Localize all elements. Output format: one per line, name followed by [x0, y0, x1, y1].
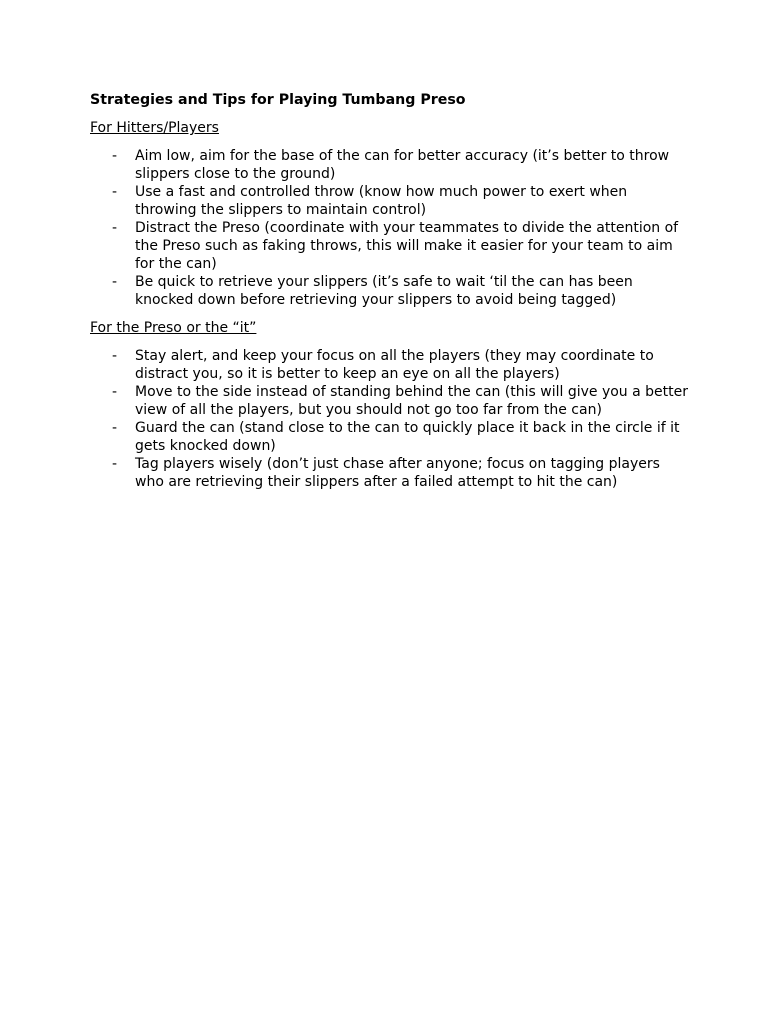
bullet-dash: - [112, 220, 118, 236]
list-item [90, 273, 690, 309]
list-item [90, 147, 690, 183]
section-heading: For Hitters/Players [90, 120, 219, 136]
bullet-dash: - [112, 274, 118, 290]
list-item-text: Use a fast and controlled throw (know how much power to exert when throwing the slippers to maintain control) [135, 184, 628, 218]
list-item-text: Guard the can (stand close to the can to quickly place it back in the circle if it gets knocked down) [135, 420, 680, 454]
list-item [90, 219, 690, 273]
list-item [90, 347, 690, 383]
list-item [90, 419, 690, 455]
list-item-text: Stay alert, and keep your focus on all the players (they may coordinate to distract you, so it is better to keep an eye on all the players) [135, 348, 654, 382]
bullet-dash: - [112, 384, 118, 400]
list-item-text: Distract the Preso (coordinate with your teammates to divide the attention of the Preso such as faking throws, this will make it easier for your team to aim for the can) [135, 220, 679, 272]
list-item [90, 183, 690, 219]
list-item [90, 455, 690, 491]
document-title: Strategies and Tips for Playing Tumbang Preso [90, 92, 466, 108]
list-item-text: Move to the side instead of standing behind the can (this will give you a better view of all the players, but you should not go too far from the can) [135, 384, 688, 418]
section-heading: For the Preso or the “it” [90, 320, 257, 336]
bullet-dash: - [112, 420, 118, 436]
list-item-text: Tag players wisely (don’t just chase after anyone; focus on tagging players who are retrieving their slippers after a failed attempt to hit the can) [135, 456, 660, 490]
bullet-dash: - [112, 348, 118, 364]
bullet-dash: - [112, 148, 118, 164]
tips-list [90, 347, 690, 491]
list-item-text: Aim low, aim for the base of the can for better accuracy (it’s better to throw slippers close to the ground) [135, 148, 670, 182]
section-hitters [90, 119, 690, 309]
bullet-dash: - [112, 184, 118, 200]
list-item-text: Be quick to retrieve your slippers (it’s safe to wait ‘til the can has been knocked down before retrieving your slippers to avoid being tagged) [135, 274, 633, 308]
list-item [90, 383, 690, 419]
tips-list [90, 147, 690, 309]
document-page [90, 91, 690, 501]
bullet-dash: - [112, 456, 118, 472]
section-preso [90, 319, 690, 491]
